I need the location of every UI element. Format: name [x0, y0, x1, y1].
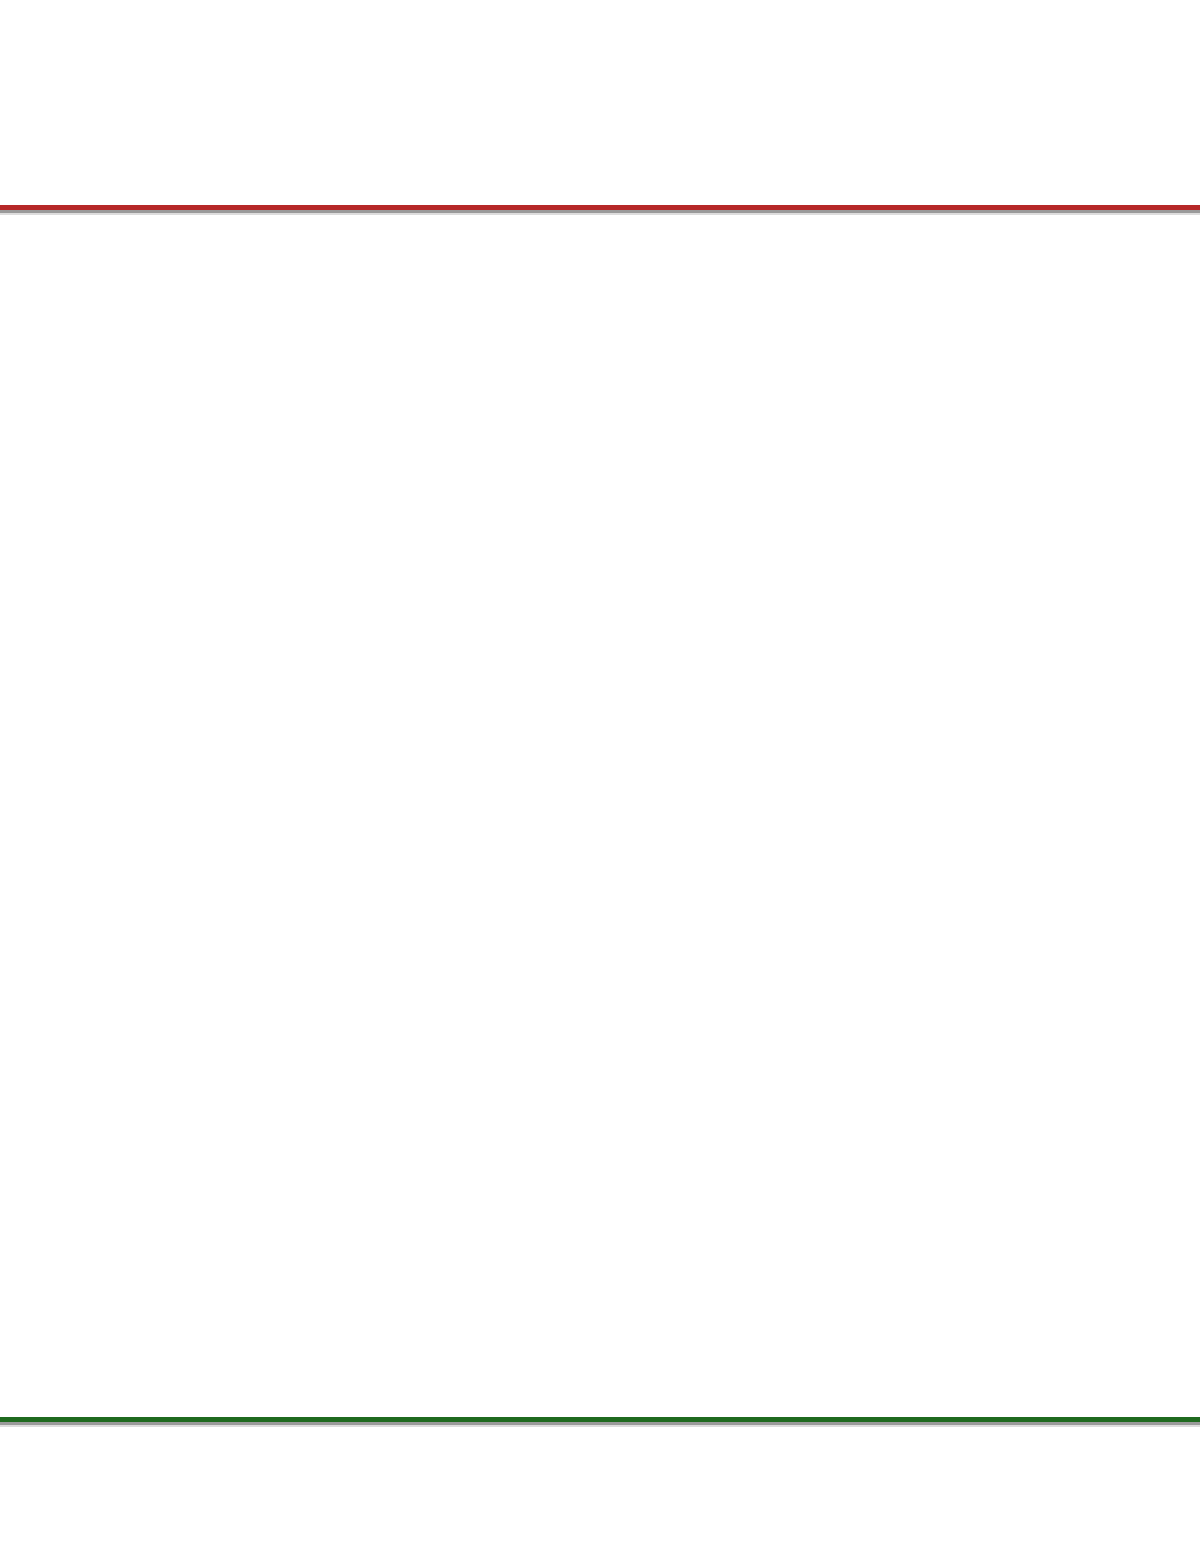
header-divider: [0, 205, 1200, 215]
bullet-list: [142, 846, 1058, 866]
numbered-list: [142, 1143, 1058, 1163]
footer-divider: [0, 1417, 1200, 1427]
